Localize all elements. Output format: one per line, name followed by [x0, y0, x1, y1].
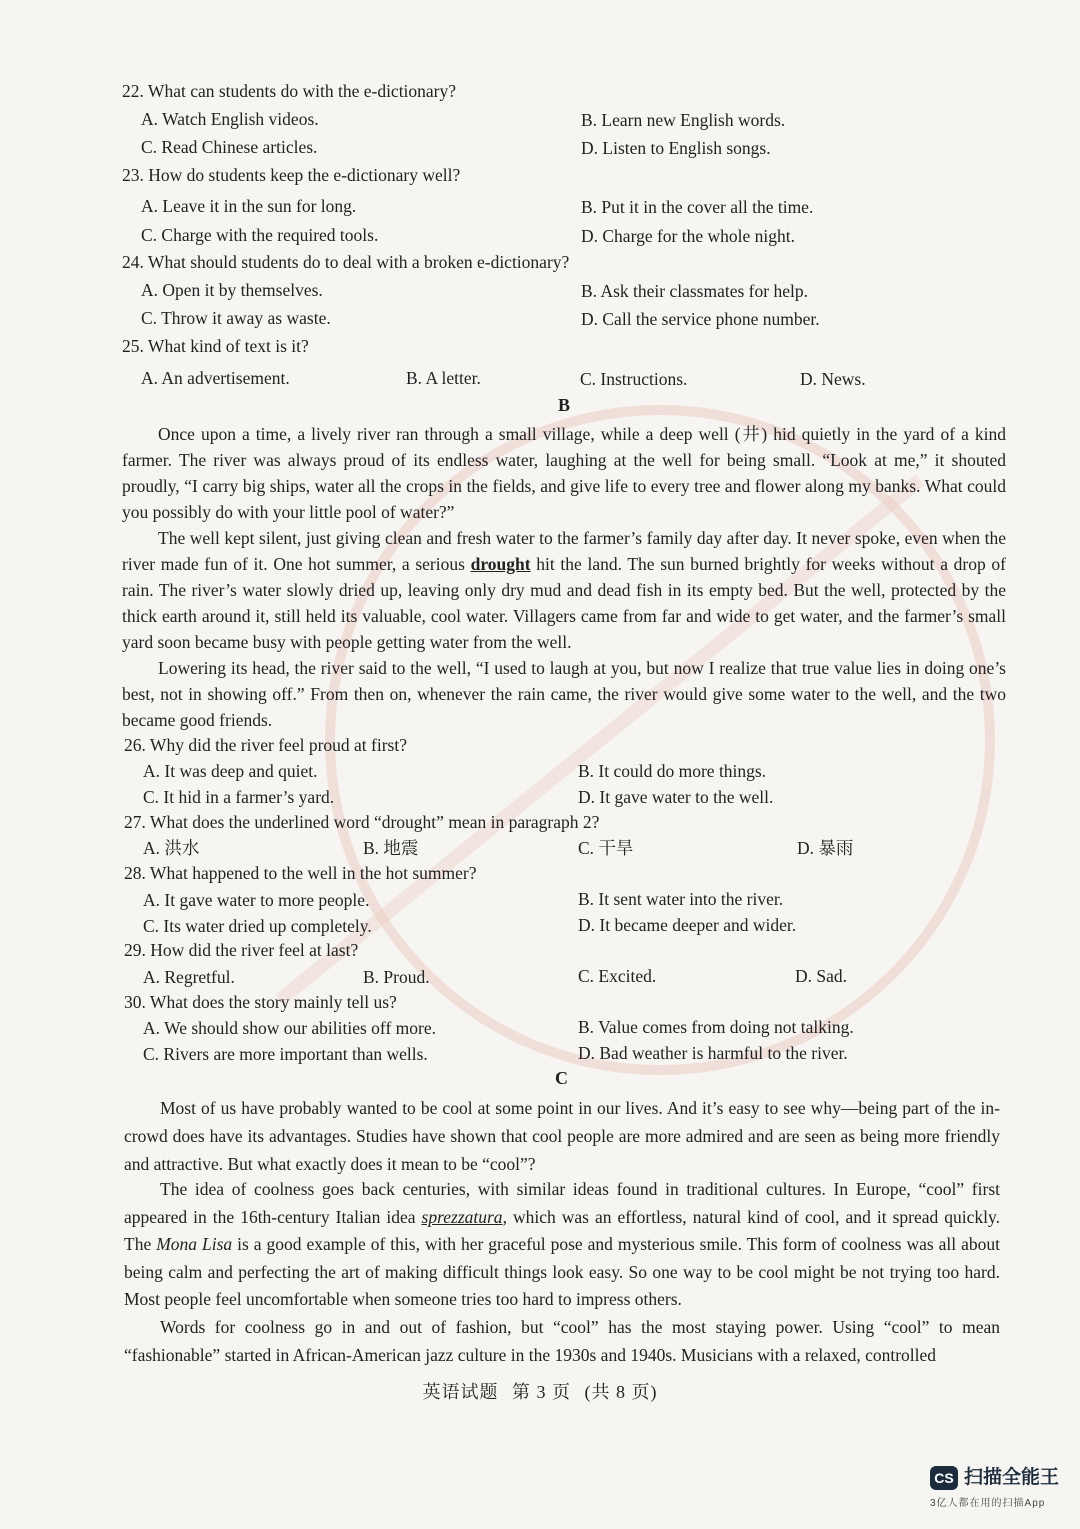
option-b: B. A letter.	[406, 368, 481, 388]
option-c: C. Charge with the required tools.	[141, 225, 379, 245]
option-d: D. Call the service phone number.	[581, 309, 820, 329]
section-b-paragraph-1: Once upon a time, a lively river ran through a small village, while a deep well (井) hid quietly in the yard of a kind farmer. The river was always proud of its endless water, laughing at the well for being small. “Look at me,” it shouted proudly, “I carry big ships, water all the crops in the fields, and give life to every tree and flower along my banks. What could you possibly do with your little pool of water?”	[122, 424, 1006, 522]
question-stem: 27. What does the underlined word “drought” mean in paragraph 2?	[124, 812, 600, 832]
question-stem: 23. How do students keep the e-dictionary well?	[122, 165, 461, 185]
section-b-paragraph-2	[122, 525, 1006, 655]
section-c-paragraph-3: Words for coolness go in and out of fashion, but “cool” has the most staying power. Using “cool” to mean “fashionable” started in African-American jazz culture in the 1930s and 1940s. Musicians with a relaxed, controlled	[124, 1317, 1000, 1365]
question-stem: 25. What kind of text is it?	[122, 336, 309, 356]
option-c: C. Its water dried up completely.	[143, 916, 372, 936]
option-a: A. Watch English videos.	[141, 109, 319, 129]
option-b: B. Value comes from doing not talking.	[578, 1017, 854, 1037]
option-a: A. It was deep and quiet.	[143, 761, 318, 781]
artwork-title: Mona Lisa	[156, 1234, 233, 1254]
option-d: D. Sad.	[795, 966, 848, 986]
section-c-heading: C	[555, 1068, 568, 1088]
question-stem: 26. Why did the river feel proud at first?	[124, 735, 407, 755]
option-d: D. Charge for the whole night.	[581, 226, 796, 246]
section-b-paragraph-3: Lowering its head, the river said to the well, “I used to laugh at you, but now I realize that true value lies in doing one’s best, not in showing off.” From then on, whenever the rain came, the river would give some water to the well, and the two became good friends.	[122, 658, 1006, 730]
section-c-paragraph-2	[124, 1176, 1000, 1314]
section-c-paragraph-1: Most of us have probably wanted to be cool at some point in our lives. And it’s easy to see why—being part of the in-crowd does have its advantages. Studies have shown that cool people are more admired and are seen as being more friendly and attractive. But what exactly does it mean to be “cool”?	[124, 1098, 1000, 1174]
footer-total-pages: (共 8 页)	[584, 1382, 658, 1402]
paragraph-text: , which was an effortless, natural kind of cool, and it spread quickly. The	[124, 1206, 1000, 1254]
option-c: C. Rivers are more important than wells.	[143, 1044, 428, 1064]
option-d: D. It became deeper and wider.	[578, 915, 797, 935]
section-b-heading: B	[558, 395, 571, 415]
option-d: D. Listen to English songs.	[581, 138, 771, 158]
option-a: A. An advertisement.	[141, 368, 290, 388]
scanner-app-logo	[930, 1466, 1060, 1516]
option-b: B. Ask their classmates for help.	[581, 281, 808, 301]
option-a: A. We should show our abilities off more.	[143, 1018, 436, 1038]
question-stem: 30. What does the story mainly tell us?	[124, 992, 397, 1012]
option-a: A. 洪水	[143, 838, 200, 858]
question-stem: 28. What happened to the well in the hot summer?	[124, 863, 477, 883]
option-b: B. Put it in the cover all the time.	[581, 197, 814, 217]
option-b: B. Learn new English words.	[581, 110, 786, 130]
option-b: B. 地震	[363, 838, 419, 858]
option-b: B. It sent water into the river.	[578, 889, 784, 909]
scanner-app-name: 扫描全能王	[964, 1467, 1060, 1488]
question-stem: 29. How did the river feel at last?	[124, 940, 359, 960]
option-a: A. Open it by themselves.	[141, 280, 323, 300]
option-c: C. It hid in a farmer’s yard.	[143, 787, 335, 807]
paragraph-text: The well kept silent, just giving clean and fresh water to the farmer’s family day after day. It never spoke, even when the river made fun of it. One hot summer, a serious	[122, 528, 1006, 574]
scanner-app-tagline: 3亿人都在用的扫描App	[930, 1498, 1046, 1509]
option-c: C. Read Chinese articles.	[141, 137, 318, 157]
option-c: C. Excited.	[578, 966, 657, 986]
option-a: A. It gave water to more people.	[143, 890, 370, 910]
option-c: C. 干旱	[578, 838, 634, 858]
option-b: B. Proud.	[363, 967, 430, 987]
option-b: B. It could do more things.	[578, 761, 767, 781]
option-d: D. Bad weather is harmful to the river.	[578, 1043, 848, 1063]
option-c: C. Instructions.	[580, 369, 688, 389]
paragraph-text: The idea of coolness goes back centuries, with similar ideas found in traditional cultures. In Europe, “cool” first appeared in the 16th-century Italian idea	[124, 1179, 1000, 1227]
footer-subject: 英语试题	[422, 1382, 499, 1402]
question-stem: 22. What can students do with the e-dictionary?	[122, 81, 457, 101]
option-a: A. Leave it in the sun for long.	[141, 196, 357, 216]
option-c: C. Throw it away as waste.	[141, 308, 331, 328]
cs-logo-icon: CS	[930, 1466, 958, 1490]
italic-term: sprezzatura	[421, 1206, 503, 1227]
paragraph-text: is a good example of this, with her graceful pose and mysterious smile. This form of coolness was all about being calm and perfecting the art of making difficult things look easy. So one way to be cool might be not trying too hard. Most people feel uncomfortable when someone tries too hard to impress others.	[124, 1234, 1000, 1309]
paragraph-text: hit the land. The sun burned brightly for weeks without a drop of rain. The river’s water slowly dried up, leaving only dry mud and dead fish in its empty bed. But the well, protected by the thick earth around it, still held its valuable, cool water. Villagers came from far and wide to get water, and the farmer’s small yard soon became busy with people getting water from the well.	[122, 554, 1006, 652]
underlined-word: drought	[470, 554, 531, 574]
option-d: D. It gave water to the well.	[578, 787, 774, 807]
option-d: D. 暴雨	[797, 838, 854, 858]
question-stem: 24. What should students do to deal with a broken e-dictionary?	[122, 252, 570, 272]
option-d: D. News.	[800, 369, 866, 389]
page-footer	[0, 1378, 1080, 1404]
footer-page-number: 第 3 页	[512, 1382, 571, 1402]
option-a: A. Regretful.	[143, 967, 235, 987]
